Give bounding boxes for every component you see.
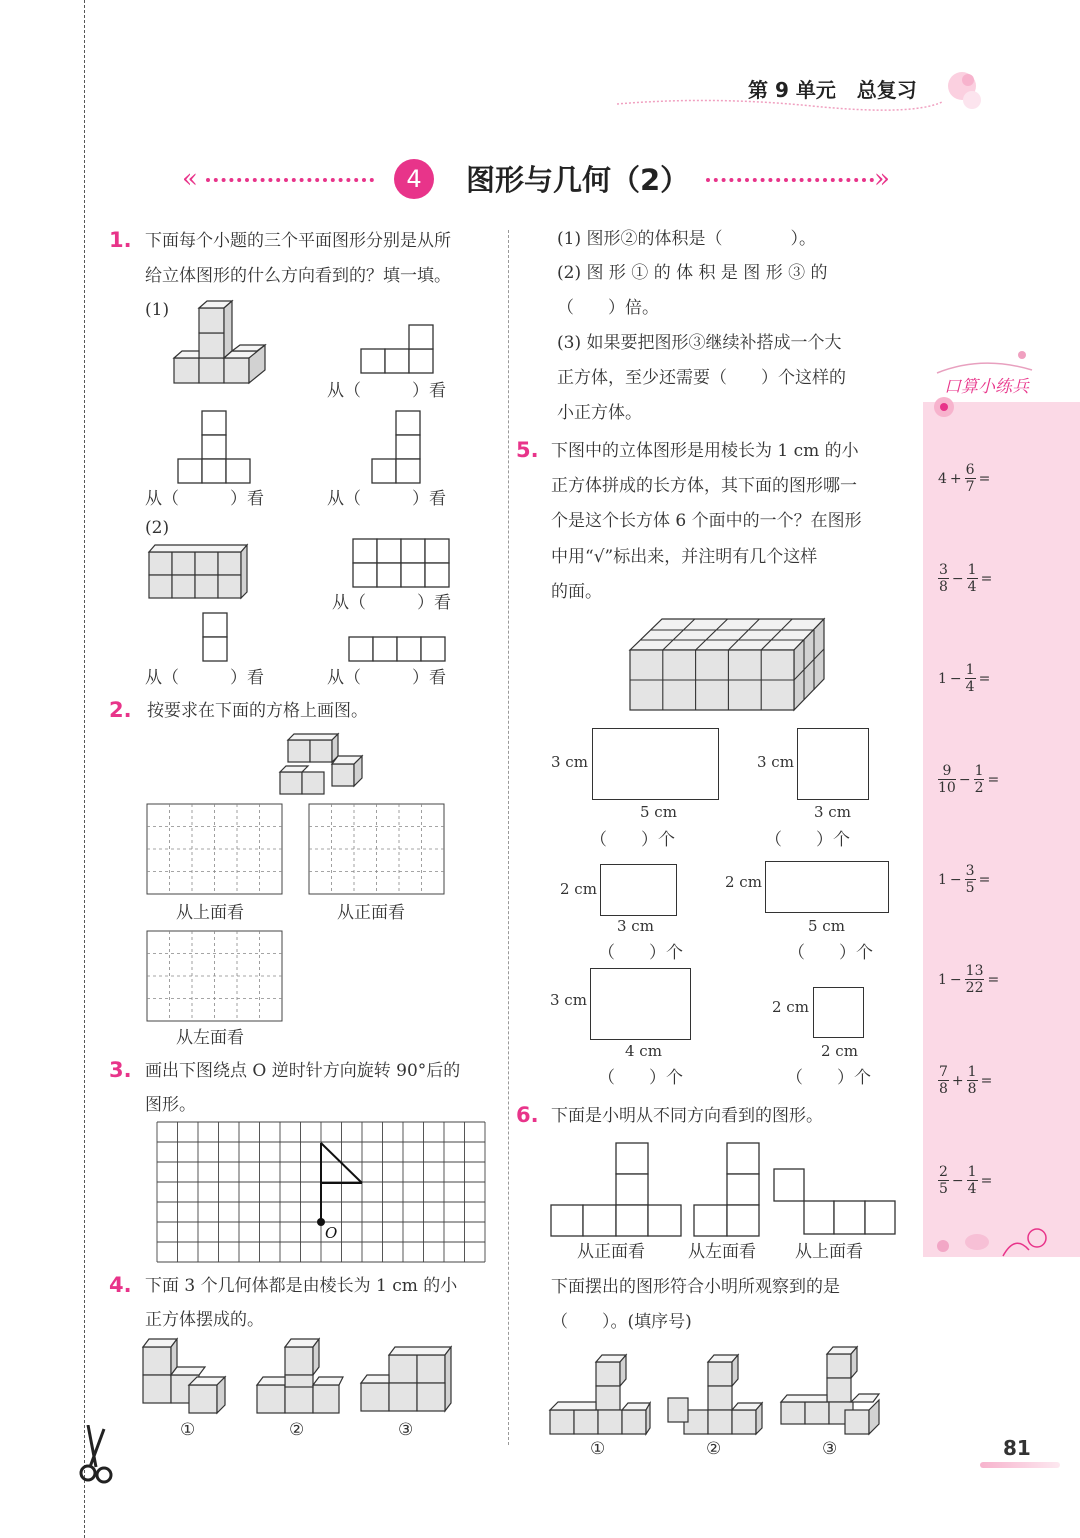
- q2-number: 2.: [109, 698, 132, 722]
- q4-solid-2: [255, 1337, 345, 1417]
- q4-number: 4.: [109, 1273, 132, 1297]
- q1-view-e: [202, 611, 230, 663]
- section-text: 总复习: [856, 78, 917, 102]
- exercise-b-fraction: $\frac{1}{8}$: [967, 1064, 977, 1097]
- q3-number: 3.: [109, 1058, 132, 1082]
- q4-label-2: ②: [289, 1420, 305, 1440]
- q1-blank-e[interactable]: 从（ ）看: [145, 668, 264, 688]
- exercise-equals: =: [978, 670, 991, 687]
- unit-text: 第 9 单元: [748, 78, 836, 102]
- exercise-a-fraction: $\frac{3}{8}$: [939, 562, 948, 595]
- q5-rect5-height: 3 cm: [550, 991, 587, 1009]
- exercise-equals: =: [978, 470, 991, 487]
- q2-label-top: 从上面看: [176, 903, 244, 923]
- exercise-operator: −: [958, 771, 971, 788]
- q6-label-2: ②: [706, 1439, 722, 1459]
- exercise-equals: =: [987, 971, 1000, 988]
- q4-sub3-line1: (3) 如果要把图形③继续补搭成一个大: [557, 333, 842, 353]
- q1-blank-b[interactable]: 从（ ）看: [145, 489, 264, 509]
- q1-text-line1: 下面每个小题的三个平面图形分别是从所: [145, 231, 451, 251]
- q5-rect2-width: 3 cm: [814, 803, 851, 821]
- q6-label-left: 从左面看: [688, 1242, 756, 1262]
- q5-rect1-width: 5 cm: [640, 803, 677, 821]
- exercise-b-fraction: $\frac{3}{5}$: [965, 863, 975, 896]
- q5-rect2-height: 3 cm: [757, 753, 794, 771]
- exercise-equals: =: [980, 570, 993, 587]
- q6-label-3: ③: [822, 1439, 838, 1459]
- sidebar-bottom-decoration: [925, 1222, 1055, 1264]
- title-arrow-right: »: [874, 164, 890, 194]
- q6-solid-2: [666, 1352, 766, 1436]
- q5-rect-4[interactable]: [765, 861, 889, 913]
- sidebar-title: 口算小练兵: [944, 377, 1029, 397]
- q5-count-4[interactable]: （ ）个: [788, 943, 873, 963]
- exercise-b-fraction: $\frac{1}{4}$: [965, 662, 975, 695]
- q5-count-5[interactable]: （ ）个: [598, 1068, 683, 1088]
- page-number-underline: [980, 1462, 1060, 1468]
- title-dots-right: [706, 178, 874, 182]
- q6-label-top: 从上面看: [795, 1242, 863, 1262]
- page-number: 81: [1003, 1436, 1031, 1460]
- q1-view-a: [360, 323, 436, 375]
- q5-text-line1: 下图中的立体图形是用棱长为 1 cm 的小: [551, 441, 859, 461]
- q5-rect-2[interactable]: [797, 728, 869, 800]
- exercise-a-fraction: $\frac{7}{8}$: [939, 1064, 948, 1097]
- q1-view-d: [352, 537, 452, 589]
- q5-count-6[interactable]: （ ）个: [786, 1068, 871, 1088]
- exercise-operator: +: [949, 470, 962, 487]
- q5-rect6-height: 2 cm: [772, 998, 809, 1016]
- lesson-number-badge: 4: [394, 159, 434, 199]
- q2-solid: [278, 732, 368, 796]
- q6-text-line3[interactable]: （ ）。(填序号): [551, 1312, 692, 1332]
- exercise-equals: =: [980, 1072, 993, 1089]
- q1-view-c: [371, 409, 423, 485]
- sidebar-exercise[interactable]: [938, 1064, 992, 1097]
- q5-rect-3[interactable]: [600, 864, 677, 916]
- q5-rect6-width: 2 cm: [821, 1042, 858, 1060]
- sidebar-exercise[interactable]: [938, 763, 999, 796]
- q6-view-left: [693, 1142, 763, 1237]
- q2-label-front: 从正面看: [337, 903, 405, 923]
- sidebar-exercise[interactable]: [938, 562, 992, 595]
- q6-text-line2: 下面摆出的图形符合小明所观察到的是: [551, 1277, 840, 1297]
- q2-grid-top[interactable]: [146, 803, 284, 897]
- q3-text-line1: 画出下图绕点 O 逆时针方向旋转 90°后的: [145, 1061, 461, 1081]
- scissors-icon: [76, 1425, 121, 1485]
- q1-solid-2: [147, 542, 251, 602]
- exercise-a: 1: [938, 971, 947, 988]
- q4-sub2-line2: （ ）倍。: [557, 298, 659, 318]
- q6-view-front: [550, 1142, 684, 1237]
- page-title: 图形与几何（2）: [466, 163, 690, 197]
- exercise-equals: =: [978, 871, 991, 888]
- title-dots-left: [206, 178, 374, 182]
- q4-sub2-line1: (2) 图 形 ① 的 体 积 是 图 形 ③ 的: [557, 263, 828, 283]
- q5-rect-5[interactable]: [590, 968, 691, 1040]
- exercise-a: 4: [938, 470, 947, 487]
- q5-rect5-width: 4 cm: [625, 1042, 662, 1060]
- q5-cuboid: [628, 617, 828, 713]
- exercise-operator: −: [949, 670, 962, 687]
- q4-text-line1: 下面 3 个几何体都是由棱长为 1 cm 的小: [145, 1276, 458, 1296]
- q5-rect3-width: 3 cm: [617, 917, 654, 935]
- q1-view-b: [177, 409, 253, 485]
- q4-label-1: ①: [180, 1420, 196, 1440]
- sidebar-exercise[interactable]: [938, 1164, 992, 1197]
- q5-rect3-height: 2 cm: [560, 880, 597, 898]
- q6-number: 6.: [516, 1103, 539, 1127]
- q5-rect1-height: 3 cm: [551, 753, 588, 771]
- exercise-operator: −: [951, 1172, 964, 1189]
- point-o-label: O: [325, 1224, 338, 1242]
- q4-text-line2: 正方体摆成的。: [145, 1310, 264, 1330]
- q4-sub3-line3: 小正方体。: [557, 403, 642, 423]
- q5-count-1[interactable]: （ ）个: [590, 830, 675, 850]
- q6-label-front: 从正面看: [577, 1242, 645, 1262]
- exercise-a: 1: [938, 670, 947, 687]
- exercise-equals: =: [980, 1172, 993, 1189]
- sidebar-exercise[interactable]: [938, 963, 999, 996]
- column-divider: [508, 230, 509, 1445]
- q5-rect4-width: 5 cm: [808, 917, 845, 935]
- sidebar-panel: [923, 402, 1080, 1257]
- q1-blank-d[interactable]: 从（ ）看: [332, 593, 451, 613]
- q1-blank-a[interactable]: 从（ ）看: [327, 381, 446, 401]
- q2-grid-front[interactable]: [308, 803, 446, 897]
- sidebar-exercise[interactable]: [938, 662, 990, 695]
- q6-text: 下面是小明从不同方向看到的图形。: [551, 1106, 823, 1126]
- q5-text-line4: 中用“√”标出来，并注明有几个这样: [551, 547, 818, 567]
- q5-rect4-height: 2 cm: [725, 873, 762, 891]
- q5-rect-6[interactable]: [813, 987, 864, 1038]
- exercise-a-fraction: $\frac{9}{10}$: [938, 763, 956, 796]
- title-arrow-left: «: [182, 164, 198, 194]
- q5-count-3[interactable]: （ ）个: [598, 943, 683, 963]
- exercise-b-fraction: $\frac{6}{7}$: [965, 462, 975, 495]
- q1-solid-1: [172, 298, 272, 388]
- exercise-operator: −: [949, 971, 962, 988]
- sidebar-exercise[interactable]: [938, 462, 990, 495]
- exercise-operator: +: [951, 1072, 964, 1089]
- q1-text-line2: 给立体图形的什么方向看到的？填一填。: [145, 266, 451, 286]
- q5-rect-1[interactable]: [592, 728, 719, 800]
- q2-grid-left[interactable]: [146, 930, 284, 1024]
- q2-label-left: 从左面看: [176, 1028, 244, 1048]
- q3-grid[interactable]: [156, 1121, 486, 1263]
- q5-number: 5.: [516, 438, 539, 462]
- q1-blank-c[interactable]: 从（ ）看: [327, 489, 446, 509]
- exercise-b-fraction: $\frac{1}{4}$: [967, 562, 977, 595]
- q1-blank-f[interactable]: 从（ ）看: [327, 668, 446, 688]
- exercise-a-fraction: $\frac{2}{5}$: [939, 1164, 948, 1197]
- q6-solid-1: [548, 1352, 654, 1436]
- q5-text-line2: 正方体拼成的长方体，其下面的图形哪一: [551, 476, 857, 496]
- q1-number: 1.: [109, 228, 132, 252]
- exercise-operator: −: [949, 871, 962, 888]
- q1-view-f: [348, 635, 448, 663]
- q6-view-top: [773, 1168, 898, 1236]
- point-o: [317, 1218, 325, 1226]
- exercise-b-fraction: $\frac{1}{4}$: [967, 1164, 977, 1197]
- q6-solid-3: [779, 1344, 885, 1436]
- q5-count-2[interactable]: （ ）个: [765, 830, 850, 850]
- q5-text-line3: 个是这个长方体 6 个面中的一个？在图形: [551, 511, 862, 531]
- q4-sub1: (1) 图形②的体积是（ ）。: [557, 229, 816, 249]
- q4-solid-3: [359, 1337, 459, 1417]
- q3-text-line2: 图形。: [145, 1095, 196, 1115]
- header-decoration: [612, 66, 992, 116]
- cut-line: [84, 0, 85, 1538]
- exercise-operator: −: [951, 570, 964, 587]
- q4-solid-1: [141, 1337, 241, 1417]
- q2-text: 按要求在下面的方格上画图。: [147, 701, 368, 721]
- q5-text-line5: 的面。: [551, 582, 602, 602]
- exercise-equals: =: [987, 771, 1000, 788]
- exercise-a: 1: [938, 871, 947, 888]
- q4-label-3: ③: [398, 1420, 414, 1440]
- exercise-b-fraction: $\frac{1}{2}$: [974, 763, 984, 796]
- q6-label-1: ①: [590, 1439, 606, 1459]
- exercise-b-fraction: $\frac{13}{22}$: [965, 963, 984, 996]
- sidebar-exercise[interactable]: [938, 863, 990, 896]
- q1-part2-label: (2): [145, 518, 170, 538]
- q4-sub3-line2: 正方体，至少还需要（ ）个这样的: [557, 368, 846, 388]
- q1-part1-label: (1): [145, 300, 170, 320]
